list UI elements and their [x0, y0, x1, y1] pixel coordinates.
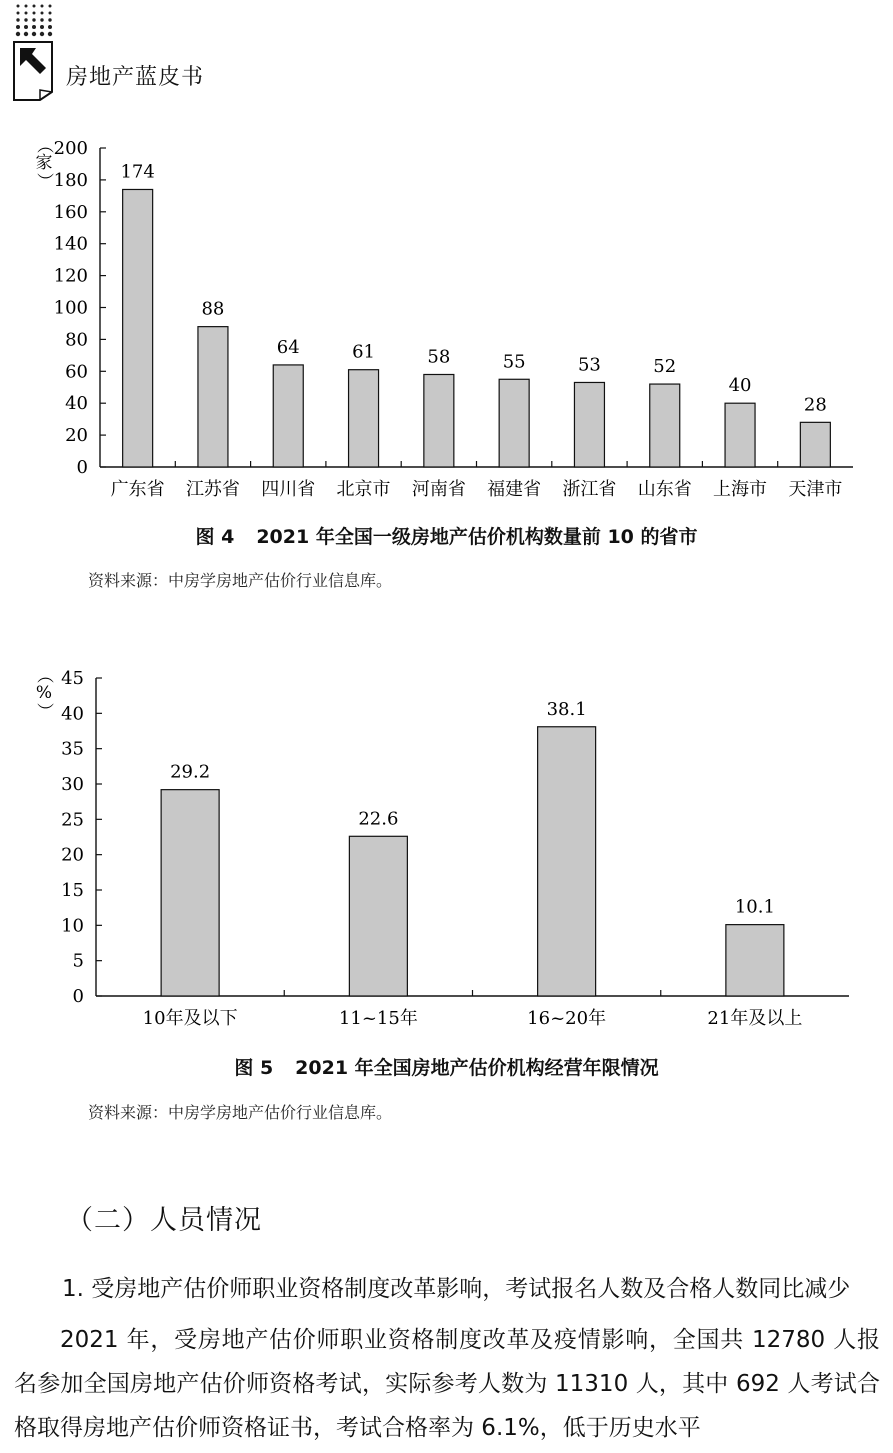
x-category-label: 上海市: [713, 479, 768, 500]
y-unit-label: 家: [35, 153, 53, 173]
x-category-label: 10年及以下: [142, 1008, 238, 1029]
figure-4-number: 图 4: [195, 526, 235, 548]
x-category-label: 江苏省: [185, 479, 240, 500]
bar-value-label: 61: [352, 341, 376, 363]
bar: [198, 327, 228, 467]
y-tick-label: 5: [72, 950, 84, 972]
bar: [273, 365, 303, 467]
figure-5-number: 图 5: [234, 1057, 274, 1079]
figure-4-title: 2021 年全国一级房地产估价机构数量前 10 的省市: [256, 526, 698, 548]
x-category-label: 广东省: [110, 479, 165, 500]
y-tick-label: 200: [53, 138, 88, 159]
bar-value-label: 174: [120, 161, 155, 183]
y-tick-label: 35: [61, 738, 84, 760]
x-category-label: 四川省: [261, 479, 316, 500]
y-unit-label: ）: [34, 702, 54, 720]
figure-4-source: 资料来源：中房学房地产估价行业信息库。: [88, 571, 393, 590]
y-tick-label: 40: [65, 393, 88, 415]
y-tick-label: 45: [61, 668, 84, 689]
figure-4-bar-chart: [0, 130, 893, 510]
section-subheading: 1. 受房地产估价师职业资格制度改革影响，考试报名人数及合格人数同比减少: [62, 1276, 851, 1302]
bar: [349, 836, 407, 996]
x-category-label: 北京市: [336, 479, 391, 500]
bar: [123, 189, 153, 467]
x-category-label: 21年及以上: [707, 1008, 803, 1029]
y-tick-label: 10: [61, 915, 84, 937]
bar: [726, 925, 784, 996]
y-tick-label: 15: [61, 880, 84, 901]
bar: [538, 727, 596, 996]
book-title: 房地产蓝皮书: [66, 65, 205, 90]
y-tick-label: 100: [53, 297, 88, 319]
y-tick-label: 40: [61, 703, 84, 725]
bar: [800, 422, 830, 467]
y-unit-label: %: [35, 683, 53, 703]
y-tick-label: 80: [65, 329, 88, 351]
y-tick-label: 0: [76, 457, 88, 478]
y-tick-label: 160: [53, 201, 88, 223]
y-tick-label: 120: [53, 265, 88, 287]
bar: [650, 384, 680, 467]
y-tick-label: 30: [61, 774, 84, 795]
y-tick-label: 0: [72, 986, 84, 1007]
y-unit-label: ）: [34, 172, 54, 190]
x-category-label: 天津市: [788, 479, 843, 500]
x-category-label: 福建省: [487, 479, 542, 500]
bar: [349, 370, 379, 467]
bar-value-label: 64: [276, 336, 300, 358]
y-unit-label: （: [34, 666, 54, 684]
bar-value-label: 38.1: [546, 698, 587, 720]
x-category-label: 河南省: [411, 479, 466, 500]
bar-value-label: 28: [803, 394, 827, 416]
y-tick-label: 25: [61, 809, 84, 831]
bar: [499, 379, 529, 467]
bar: [574, 382, 604, 467]
figure-5-caption: [0, 1053, 893, 1080]
book-logo-icon: [12, 0, 58, 104]
bar-value-label: 58: [427, 346, 451, 368]
bar: [161, 790, 219, 996]
x-category-label: 11~15年: [338, 1008, 418, 1029]
bar-value-label: 52: [653, 356, 677, 378]
section-heading: （二）人员情况: [66, 1205, 262, 1236]
bar: [725, 403, 755, 467]
y-tick-label: 140: [53, 233, 88, 255]
bar-value-label: 40: [728, 375, 752, 397]
figure-5-bar-chart: [0, 660, 893, 1040]
figure-4-caption: [0, 522, 893, 549]
bar-value-label: 29.2: [170, 761, 211, 783]
x-category-label: 浙江省: [562, 479, 617, 500]
bar-value-label: 10.1: [734, 896, 775, 918]
x-category-label: 山东省: [637, 479, 692, 500]
body-paragraph: 2021 年，受房地产估价师职业资格制度改革及疫情影响，全国共 12780 人报名参加全国房地产估价师资格考试，实际参考人数为 11310 人，其中 692 人考试合格取得房地产估价师资格证书，考试合格率为 6.1%，低于历史水平: [14, 1327, 880, 1441]
bar-value-label: 55: [502, 351, 526, 373]
y-tick-label: 20: [65, 425, 88, 447]
y-tick-label: 180: [53, 169, 88, 191]
page-header: [0, 0, 893, 110]
bar: [424, 374, 454, 467]
y-tick-label: 20: [61, 844, 84, 866]
bar-value-label: 88: [201, 298, 225, 320]
bar-value-label: 53: [577, 354, 601, 376]
x-category-label: 16~20年: [527, 1008, 607, 1029]
figure-5-title: 2021 年全国房地产估价机构经营年限情况: [295, 1057, 659, 1079]
y-tick-label: 60: [65, 361, 88, 383]
figure-5-source: 资料来源：中房学房地产估价行业信息库。: [88, 1103, 393, 1122]
bar-value-label: 22.6: [358, 808, 399, 830]
y-unit-label: （: [34, 136, 54, 154]
